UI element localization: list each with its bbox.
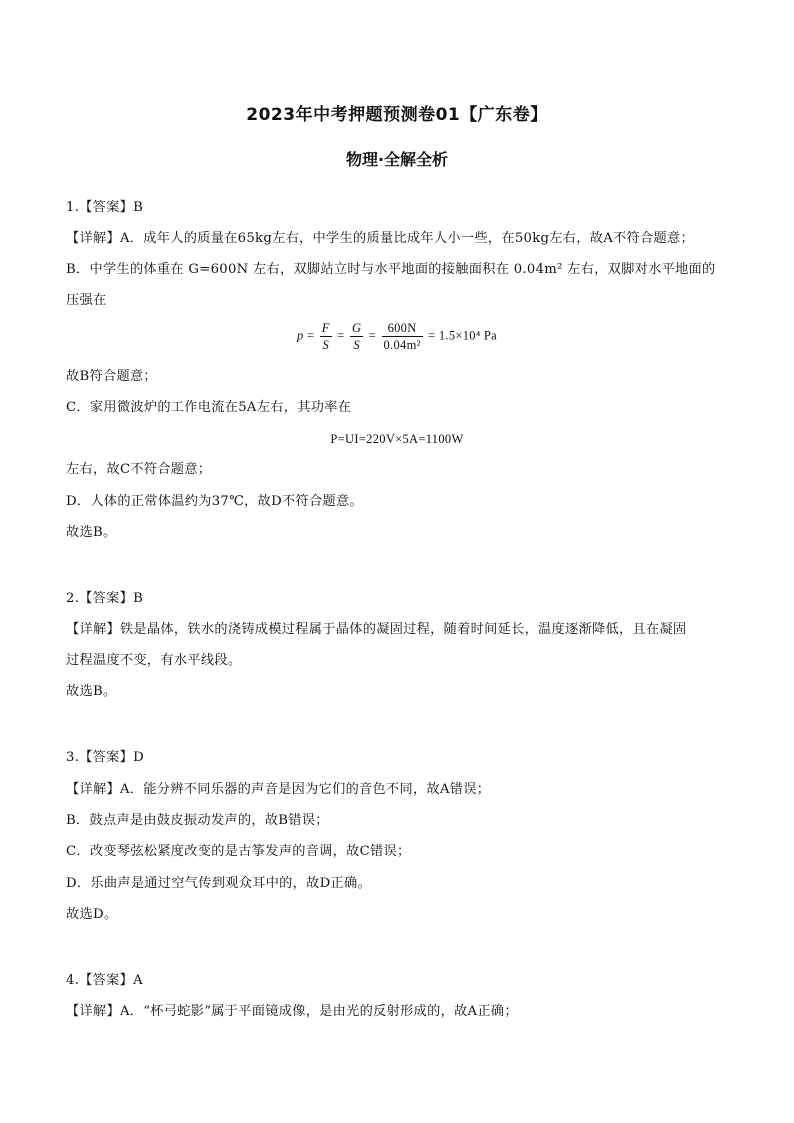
formula-eq-2: = xyxy=(337,328,345,343)
q3-detail-c: C．改变琴弦松紧度改变的是古筝发声的音调，故C错误； xyxy=(66,844,411,859)
q1-formula-c: P=UI=220V×5A=1100W xyxy=(330,432,464,446)
q2-detail-2: 过程温度不变，有水平线段。 xyxy=(66,653,242,668)
q3-choose: 故选D。 xyxy=(66,907,118,922)
q1-detail-a: 【详解】A．成年人的质量在65kg左右，中学生的质量比成年人小一些，在50kg左右，故A不符合题意； xyxy=(66,231,694,246)
q1-detail-c1: C．家用微波炉的工作电流在5A左右，其功率在 xyxy=(66,400,352,415)
q1-detail-c2: 左右，故C不符合题意； xyxy=(66,462,212,477)
exam-subtitle: 物理·全解全析 xyxy=(345,150,449,169)
exam-title: 2023年中考押题预测卷01【广东卷】 xyxy=(246,105,548,125)
q4-detail-a: 【详解】A．“杯弓蛇影”属于平面镜成像，是由光的反射形成的，故A正确； xyxy=(66,1004,518,1019)
fraction-f-over-s xyxy=(320,320,332,353)
fraction-denominator-s2: S xyxy=(353,338,360,352)
q1-detail-d: D．人体的正常体温约为37℃，故D不符合题意。 xyxy=(66,494,363,509)
formula-eq-3: = xyxy=(368,328,377,343)
q2-detail-1: 【详解】铁是晶体，铁水的浇铸成模过程属于晶体的凝固过程，随着时间延长，温度逐渐降低，且在凝固 xyxy=(66,622,687,637)
fraction-numerator-f: F xyxy=(321,321,330,335)
q1-formula xyxy=(0,320,794,360)
formula-result: = 1.5×10⁴ Pa xyxy=(428,328,498,343)
q4-answer: 4.【答案】A xyxy=(66,973,143,988)
q3-detail-b: B．鼓点声是由鼓皮振动发声的，故B错误； xyxy=(66,813,329,828)
fraction-g-over-s xyxy=(350,320,363,353)
q1-answer: 1.【答案】B xyxy=(66,200,144,215)
fraction-denominator-s: S xyxy=(322,338,330,352)
q2-answer: 2.【答案】B xyxy=(66,591,144,606)
q1-detail-b3: 故B符合题意； xyxy=(66,369,157,384)
fraction-denominator-area: 0.04m² xyxy=(383,338,421,352)
formula-eq-1: = xyxy=(306,328,315,343)
q3-detail-a: 【详解】A．能分辨不同乐器的声音是因为它们的音色不同，故A错误； xyxy=(66,782,491,797)
fraction-numerator-600n: 600N xyxy=(382,320,423,337)
q2-choose: 故选B。 xyxy=(66,684,117,699)
q1-detail-b2: 压强在 xyxy=(66,293,107,308)
fraction-value xyxy=(382,320,423,353)
formula-p: p xyxy=(296,328,304,343)
q3-detail-d: D．乐曲声是通过空气传到观众耳中的，故D正确。 xyxy=(66,876,371,891)
q1-detail-b1: B．中学生的体重在 G=600N 左右，双脚站立时与水平地面的接触面积在 0.04m² 左右，双脚对水平地面的 xyxy=(66,262,716,277)
q1-choose: 故选B。 xyxy=(66,525,117,540)
q3-answer: 3.【答案】D xyxy=(66,750,145,765)
fraction-numerator-g: G xyxy=(351,321,362,335)
